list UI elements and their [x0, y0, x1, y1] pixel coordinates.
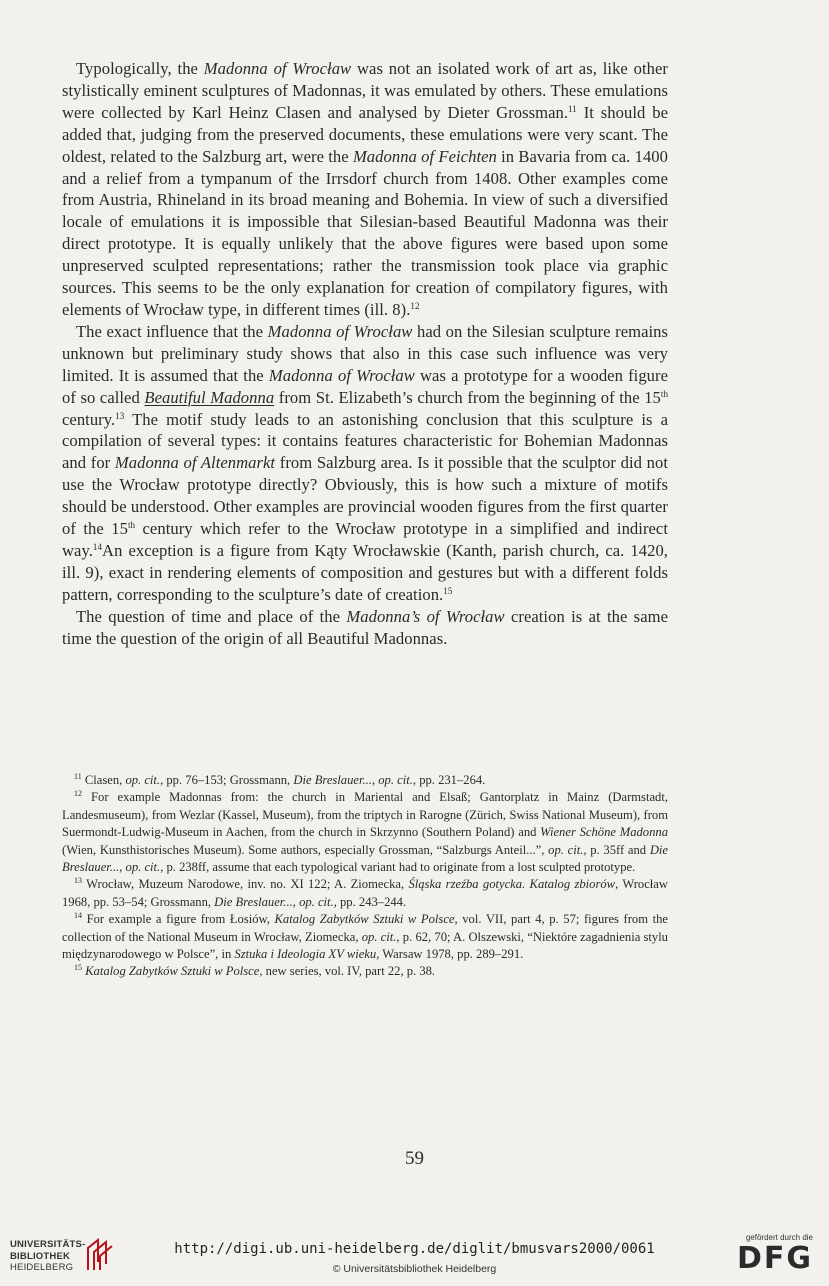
footnote-15: $^{15}$ Katalog Zabytków Sztuki w Polsce, new series, vol. IV, part 22, p. 38. — [74, 963, 436, 979]
footnote-11: $^{11}$ Clasen, op. cit., pp. 76–153; Grossmann, Die Breslauer..., op. cit., pp. 231–264. — [74, 772, 486, 787]
funding-caption: gefördert durch die — [745, 1233, 813, 1242]
paragraph-1: Typologically, the Madonna of Wrocław was not an isolated work of art as, like other stylistically eminent sculptures of Madonnas, it was emulated by others. These emulations were collected by Karl Heinz Clasen and analysed by Dieter Grossman.$^{11}$ It should be added that, judging from the preserved documents, these emulations were very scant. The oldest, related to the Salzburg art, were the Madonna of Feichten in Bavaria from ca. 1400 and a relief from a tympanum of the Irrsdorf church from 1408. Other examples come from Austria, Rhineland in its broad meaning and Bohemia. In view of such a diversified locale of emulations it is impossible that Silesian-based Beautiful Madonna was their direct prototype. It is equally unlikely that the above figures were based upon some unpreserved sculpted representations; rather the transmission took place via graphic sources. This seems to be the only explanation for creation of compilatory figures, with elements of Wrocław type, in different times (ill. 8).$^{12}$ — [62, 59, 669, 319]
permalink-url[interactable]: http://digi.ub.uni-heidelberg.de/diglit/bmusvars2000/0061 — [174, 1241, 655, 1257]
footnotes — [62, 772, 668, 981]
digitization-footer — [0, 1228, 829, 1286]
main-text — [62, 58, 668, 649]
footnote-14: $^{14}$ For example a figure from Łosiów, Katalog Zabytków Sztuki w Polsce, vol. VII, part 4, p. 57; figures from the collection of the National Museum in Wrocław, Ziomecka, op. cit., p. 62, 70; A. Olszewski, “Niektóre zagadnienia stylu międzynarodowego w Polsce”, in Sztuka i Ideologia XV wieku, Warsaw 1978, pp. 289–291. — [62, 911, 668, 962]
footnote-ref-13[interactable]: 13 — [115, 410, 125, 421]
library-line-1: UNIVERSITÄTS- — [10, 1239, 86, 1250]
page-number: 59 — [405, 1148, 424, 1169]
footnote-ref-11[interactable]: 11 — [568, 103, 577, 114]
footnote-ref-12[interactable]: 12 — [410, 300, 420, 311]
footnote-ref-14[interactable]: 14 — [92, 541, 103, 552]
library-line-3: HEIDELBERG — [10, 1262, 74, 1273]
footnote-ref-15[interactable]: 15 — [443, 585, 453, 596]
copyright-notice: © Universitätsbibliothek Heidelberg — [332, 1263, 497, 1275]
paragraph-2: The exact influence that the Madonna of Wrocław had on the Silesian sculpture remains unknown but preliminary study shows that also in this case such influence was very limited. It is assumed that the Madonna of Wrocław was a prototype for a wooden figure of so called Beautiful Madonna from St. Elizabeth’s church from the beginning of the 15th century.$^{13}$ The motif study leads to an astonishing conclusion that this sculpture is a compilation of several types: it contains features characteristic for Bohemian Madonnas and for Madonna of Altenmarkt from Salzburg area. Is it possible that the sculptor did not use the Wrocław prototype directly? Obviously, this is how such a mixture of motifs should be understood. Other examples are provincial wooden figures from the first quarter of the 15th century which refer to the Wrocław prototype in a simplified and indirect way.$^{14}$An exception is a figure from Kąty Wrocławskie (Kanth, parish church, ca. 1420, ill. 9), exact in rendering elements of composition and gestures but with a different folds pattern, corresponding to the sculpture’s date of creation.$^{15}$ — [62, 321, 669, 604]
paragraph-3: The question of time and place of the Madonna’s of Wrocław creation is at the same time the question of the origin of all Beautiful Madonnas. — [62, 606, 668, 648]
library-line-2: BIBLIOTHEK — [10, 1250, 71, 1262]
dfg-logo[interactable]: DFG — [736, 1241, 813, 1276]
footnote-12: $^{12}$ For example Madonnas from: the church in Mariental and Elsaß; Gantorplatz in Mainz (Darmstadt, Landesmuseum), from Wezlar (Kassel, Museum), from the triptych in Rarogne (Zürich, Swiss National Museum), from Suermondt-Ludwig-Museum in Aachen, from the church in Skrzynno (Southern Poland) and Wiener Schöne Madonna (Wien, Kunsthistorisches Museum). Some authors, especially Grossman, “Salzburgs Anteil...”, op. cit., p. 35ff and Die Breslauer..., op. cit., p. 238ff, assume that each typological variant had to originate from a lost sculpted prototype. — [62, 789, 668, 875]
footnote-13: $^{13}$ Wrocław, Muzeum Narodowe, inv. no. XI 122; A. Ziomecka, Śląska rzeźba gotycka. Katalog zbiorów, Wrocław 1968, pp. 53–54; Grossmann, Die Breslauer..., op. cit., pp. 243–244. — [62, 876, 668, 909]
